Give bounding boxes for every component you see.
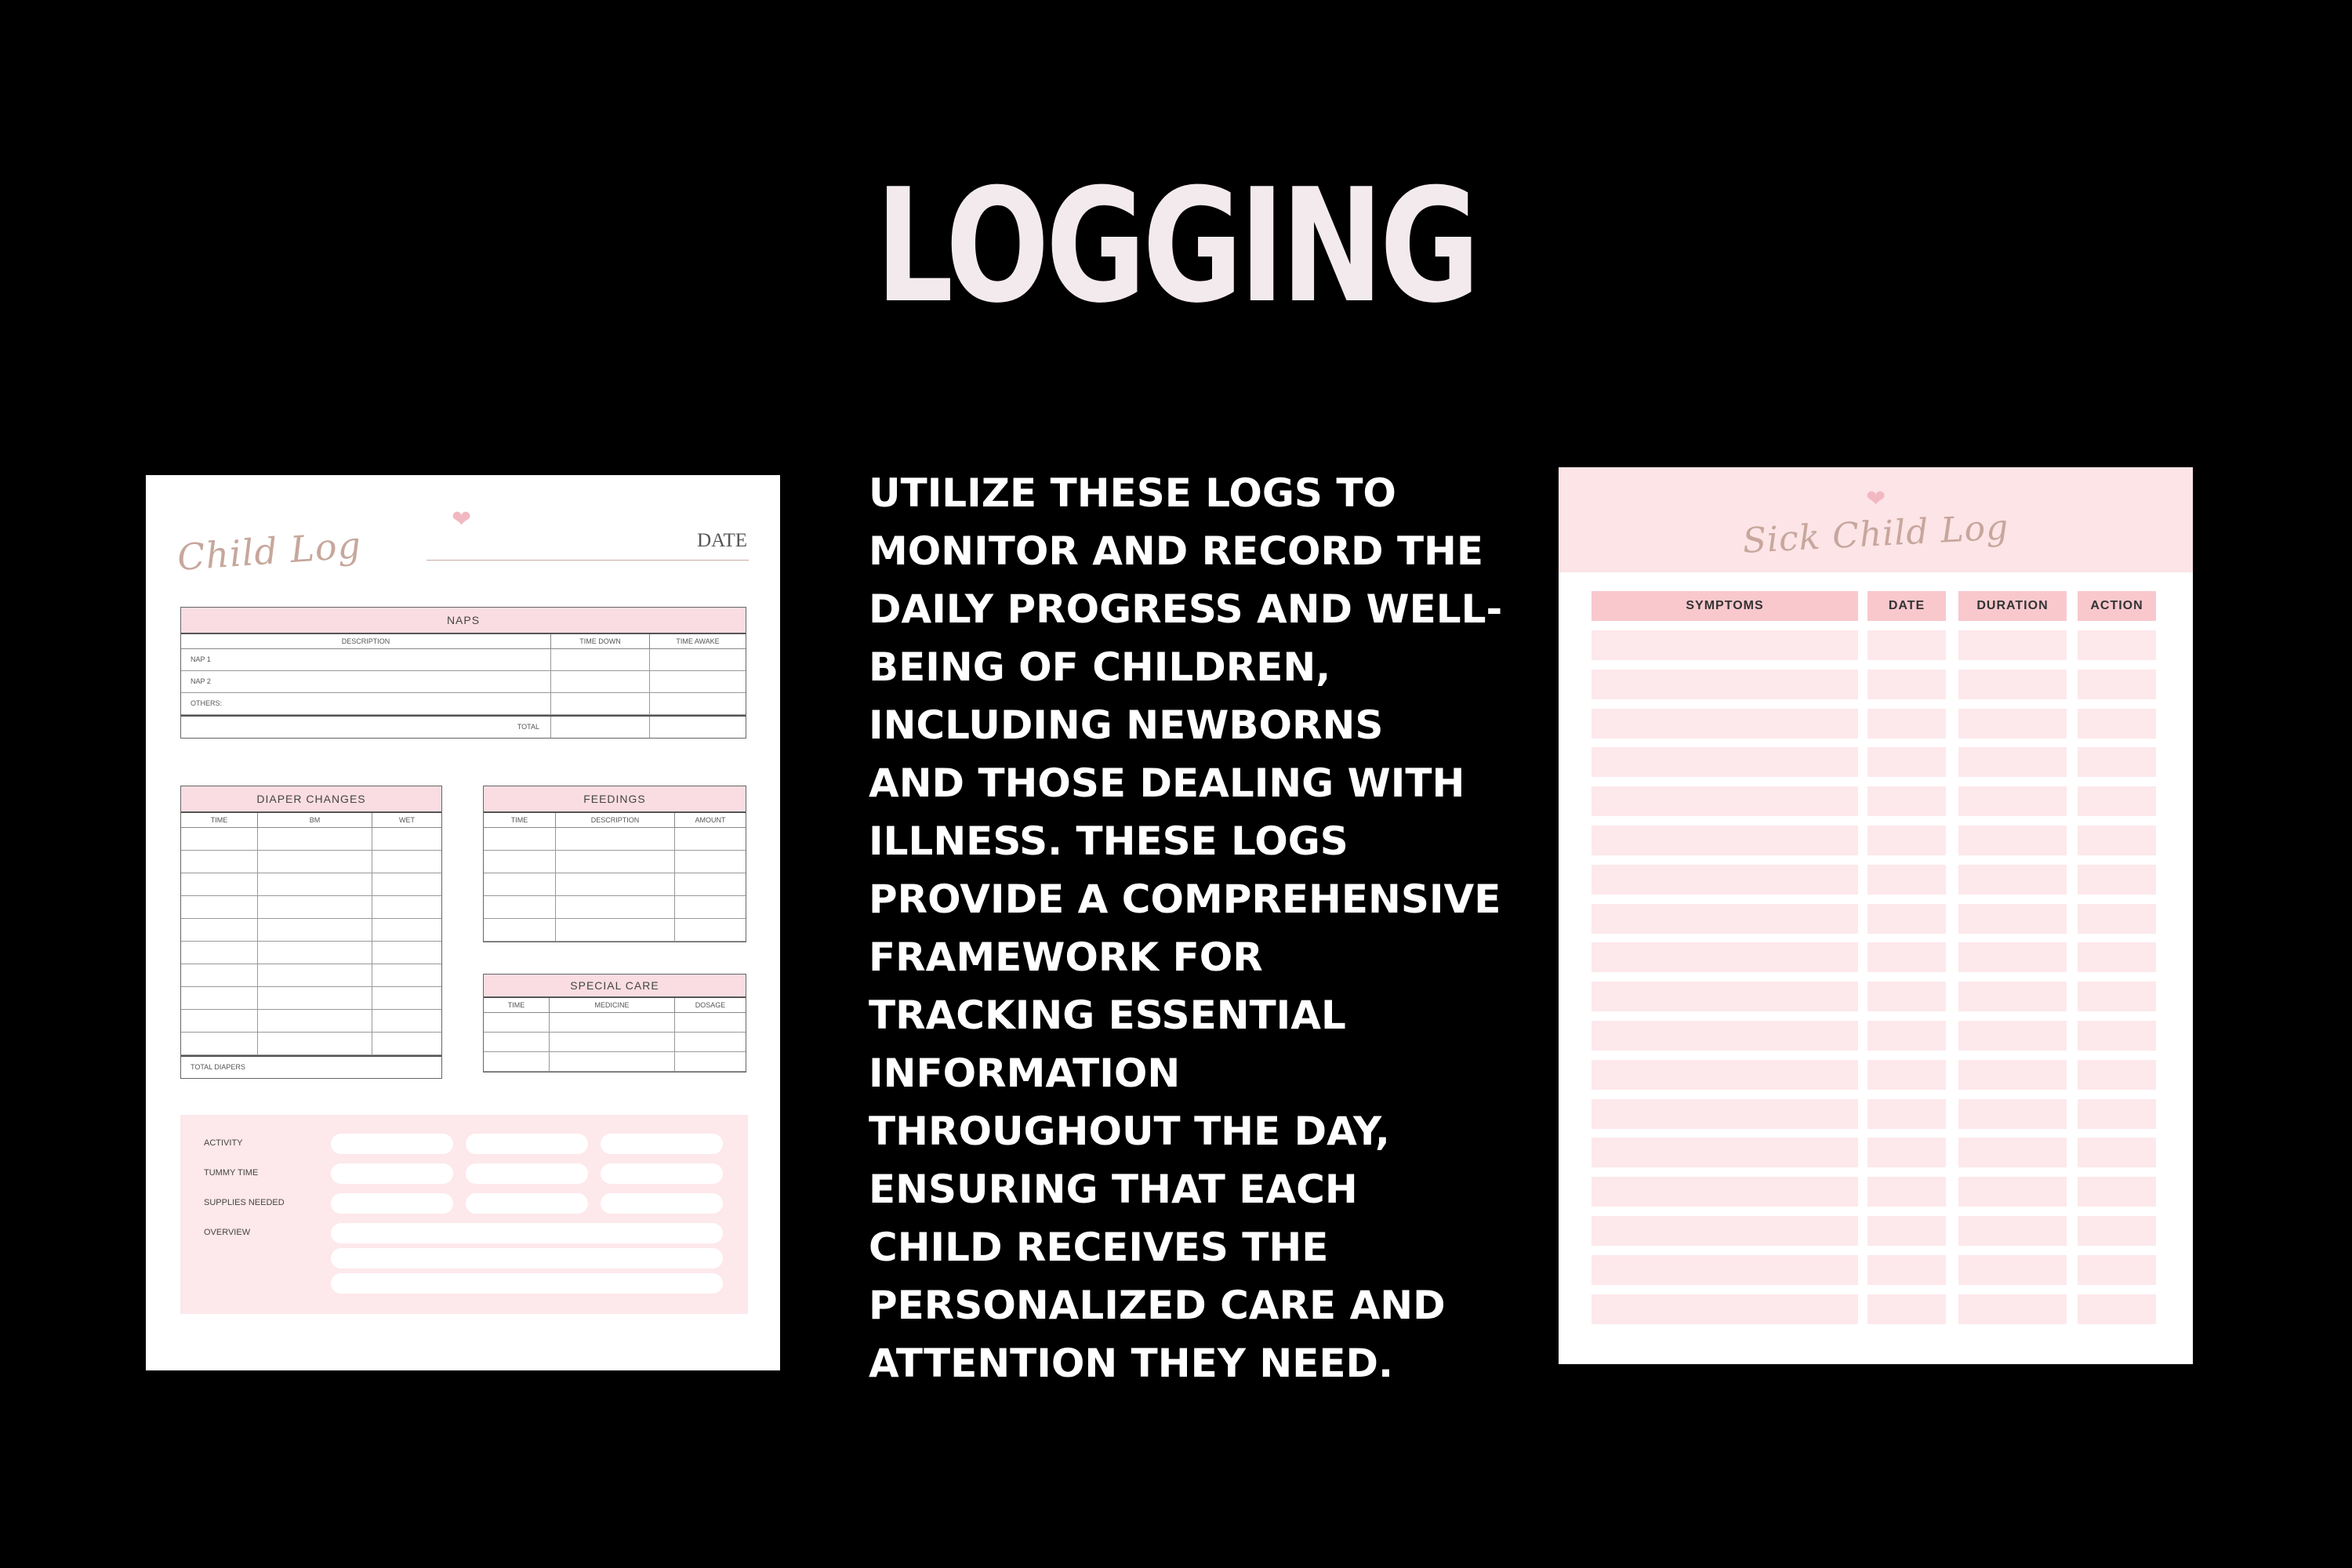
date-line xyxy=(426,560,749,561)
table-row xyxy=(484,1052,746,1072)
total-row xyxy=(181,715,746,738)
cell[interactable] xyxy=(181,873,258,895)
cell[interactable] xyxy=(550,1033,675,1051)
table-row xyxy=(181,851,441,873)
table-row xyxy=(181,896,441,919)
tummy-time-label: TUMMY TIME xyxy=(204,1168,259,1178)
supplies-needed-label: SUPPLIES NEEDED xyxy=(204,1198,285,1207)
log-cell[interactable] xyxy=(1867,865,1946,895)
cell[interactable] xyxy=(258,942,372,964)
log-cell[interactable] xyxy=(1592,865,1858,895)
cell[interactable] xyxy=(675,896,746,918)
log-cell[interactable] xyxy=(1867,1216,1946,1246)
log-cell[interactable] xyxy=(1867,942,1946,972)
log-cell[interactable] xyxy=(1867,826,1946,855)
column-header: DOSAGE xyxy=(695,1001,726,1009)
cell[interactable] xyxy=(556,919,675,941)
activity-box xyxy=(180,1115,748,1314)
table-row xyxy=(181,693,746,715)
log-cell[interactable] xyxy=(1958,1255,2067,1285)
description-line: TRACKING ESSENTIAL xyxy=(869,993,1346,1038)
diaper-changes-table xyxy=(180,786,442,1079)
column-header: DESCRIPTION xyxy=(556,813,675,827)
supplies-field[interactable] xyxy=(466,1193,588,1214)
cell[interactable] xyxy=(181,828,258,850)
cell[interactable] xyxy=(484,851,556,873)
overview-field[interactable] xyxy=(331,1248,723,1269)
log-cell[interactable] xyxy=(1867,1138,1946,1167)
log-cell[interactable] xyxy=(1592,982,1858,1011)
overview-label: OVERVIEW xyxy=(204,1228,251,1237)
description-line: DAILY PROGRESS AND WELL- xyxy=(869,586,1503,632)
duration-header: DURATION xyxy=(1958,591,2067,621)
table-row xyxy=(484,896,746,919)
log-cell[interactable] xyxy=(1592,826,1858,855)
log-cell[interactable] xyxy=(1958,942,2067,972)
log-cell[interactable] xyxy=(1867,1177,1946,1207)
log-cell[interactable] xyxy=(1592,1255,1858,1285)
overview-field[interactable] xyxy=(331,1223,723,1243)
column-header: TIME xyxy=(181,813,258,827)
log-cell[interactable] xyxy=(1867,982,1946,1011)
description-line: ENSURING THAT EACH xyxy=(869,1167,1358,1212)
log-cell[interactable] xyxy=(1592,942,1858,972)
activity-field[interactable] xyxy=(466,1134,588,1154)
cell[interactable] xyxy=(551,649,650,670)
special-care-rows xyxy=(484,1013,746,1072)
cell[interactable] xyxy=(372,873,441,895)
log-cell[interactable] xyxy=(1958,1177,2067,1207)
log-cell[interactable] xyxy=(1592,1294,1858,1324)
log-cell[interactable] xyxy=(1592,1021,1858,1051)
log-cell[interactable] xyxy=(2078,1177,2156,1207)
log-cell[interactable] xyxy=(2078,982,2156,1011)
log-cell[interactable] xyxy=(1592,1060,1858,1090)
date-header: DATE xyxy=(1867,591,1946,621)
cell[interactable] xyxy=(258,1033,372,1054)
table-row xyxy=(484,828,746,851)
cell[interactable] xyxy=(372,987,441,1009)
row-label: NAP 2 xyxy=(181,671,551,692)
cell[interactable] xyxy=(181,964,258,986)
log-cell[interactable] xyxy=(1867,786,1946,816)
log-cell[interactable] xyxy=(1867,747,1946,777)
cell[interactable] xyxy=(372,851,441,873)
cell[interactable] xyxy=(258,828,372,850)
cell[interactable] xyxy=(181,919,258,941)
log-cell[interactable] xyxy=(2078,786,2156,816)
page-title: LOGGING xyxy=(875,155,1477,338)
feedings-table xyxy=(483,786,746,942)
log-cell[interactable] xyxy=(1958,826,2067,855)
cell[interactable] xyxy=(556,896,675,918)
naps-column-headers xyxy=(181,634,746,649)
table-row xyxy=(181,671,746,693)
cell[interactable] xyxy=(675,1052,746,1071)
description-line: AND THOSE DEALING WITH xyxy=(869,760,1465,806)
cell[interactable] xyxy=(372,1033,441,1054)
tummy-time-field[interactable] xyxy=(601,1163,723,1184)
log-cell[interactable] xyxy=(2078,747,2156,777)
cell[interactable] xyxy=(484,1052,550,1071)
symptoms-header: SYMPTOMS xyxy=(1592,591,1858,621)
cell[interactable] xyxy=(551,717,650,738)
date-label: DATE xyxy=(697,530,747,551)
description-line: PERSONALIZED CARE AND xyxy=(869,1283,1446,1328)
cell[interactable] xyxy=(372,1010,441,1032)
log-cell[interactable] xyxy=(1867,709,1946,739)
cell[interactable] xyxy=(181,942,258,964)
table-row xyxy=(484,1013,746,1033)
cell[interactable] xyxy=(650,693,746,714)
cell[interactable] xyxy=(484,828,556,850)
total-label: TOTAL DIAPERS xyxy=(191,1063,245,1071)
table-row xyxy=(181,649,746,671)
cell[interactable] xyxy=(181,987,258,1009)
action-header: ACTION xyxy=(2078,591,2156,621)
log-cell[interactable] xyxy=(1867,630,1946,660)
description-line: ILLNESS. THESE LOGS xyxy=(869,818,1348,864)
column-header: TIME DOWN xyxy=(551,634,650,648)
cell[interactable] xyxy=(258,1010,372,1032)
table-row xyxy=(484,919,746,942)
cell[interactable] xyxy=(551,693,650,714)
log-cell[interactable] xyxy=(1958,865,2067,895)
log-cell[interactable] xyxy=(1592,904,1858,934)
special-care-column-headers xyxy=(484,998,746,1013)
naps-header: NAPS xyxy=(181,608,746,634)
table-row xyxy=(181,873,441,896)
description-line: BEING OF CHILDREN, xyxy=(869,644,1331,690)
description-line: MONITOR AND RECORD THE xyxy=(869,528,1484,574)
feedings-header: FEEDINGS xyxy=(484,786,746,813)
total-row xyxy=(181,1055,441,1078)
cell[interactable] xyxy=(181,896,258,918)
cell[interactable] xyxy=(551,671,650,692)
child-log-title: Child Log xyxy=(176,523,363,579)
cell[interactable] xyxy=(675,873,746,895)
log-cell[interactable] xyxy=(2078,1099,2156,1129)
row-label: NAP 1 xyxy=(181,649,551,670)
table-row xyxy=(181,828,441,851)
cell[interactable] xyxy=(675,1033,746,1051)
cell[interactable] xyxy=(675,851,746,873)
log-cell[interactable] xyxy=(2078,904,2156,934)
log-cell[interactable] xyxy=(1867,1021,1946,1051)
log-cell[interactable] xyxy=(1958,1294,2067,1324)
cell[interactable] xyxy=(258,964,372,986)
table-row xyxy=(484,873,746,896)
log-cell[interactable] xyxy=(1958,1216,2067,1246)
log-cell[interactable] xyxy=(2078,630,2156,660)
cell[interactable] xyxy=(484,919,556,941)
supplies-field[interactable] xyxy=(601,1193,723,1214)
special-care-table xyxy=(483,974,746,1073)
log-cell[interactable] xyxy=(1958,904,2067,934)
log-cell[interactable] xyxy=(2078,670,2156,699)
column-header: AMOUNT xyxy=(695,816,726,824)
log-cell[interactable] xyxy=(1592,709,1858,739)
log-cell[interactable] xyxy=(1867,1099,1946,1129)
feeding-rows xyxy=(484,828,746,942)
column-header: MEDICINE xyxy=(550,998,675,1012)
cell[interactable] xyxy=(675,828,746,850)
log-cell[interactable] xyxy=(2078,1294,2156,1324)
log-cell[interactable] xyxy=(1958,1060,2067,1090)
column-header: BM xyxy=(258,813,372,827)
overview-field[interactable] xyxy=(331,1273,723,1294)
cell[interactable] xyxy=(675,919,746,941)
log-cell[interactable] xyxy=(1958,1099,2067,1129)
log-cell[interactable] xyxy=(1592,1138,1858,1167)
cell[interactable] xyxy=(372,942,441,964)
log-cell[interactable] xyxy=(2078,942,2156,972)
cell[interactable] xyxy=(181,1033,258,1054)
cell[interactable] xyxy=(181,1010,258,1032)
log-cell[interactable] xyxy=(1958,630,2067,660)
activity-field[interactable] xyxy=(331,1134,453,1154)
log-cell[interactable] xyxy=(1867,904,1946,934)
sick-child-log-page xyxy=(1559,467,2193,1364)
cell[interactable] xyxy=(650,649,746,670)
column-header: TIME xyxy=(484,998,550,1012)
log-cell[interactable] xyxy=(1867,1060,1946,1090)
log-cell[interactable] xyxy=(1958,786,2067,816)
cell[interactable] xyxy=(258,896,372,918)
row-label: OTHERS: xyxy=(181,693,551,714)
cell[interactable] xyxy=(258,851,372,873)
cell[interactable] xyxy=(484,873,556,895)
log-cell[interactable] xyxy=(2078,1216,2156,1246)
activity-field[interactable] xyxy=(601,1134,723,1154)
log-cell[interactable] xyxy=(2078,709,2156,739)
column-header: WET xyxy=(399,816,415,824)
table-row xyxy=(484,851,746,873)
log-cell[interactable] xyxy=(2078,1255,2156,1285)
log-cell[interactable] xyxy=(1592,1099,1858,1129)
table-row xyxy=(181,942,441,964)
log-cell[interactable] xyxy=(1958,709,2067,739)
total-label: TOTAL xyxy=(181,717,551,738)
cell[interactable] xyxy=(372,896,441,918)
child-log-page xyxy=(146,475,780,1370)
table-row xyxy=(484,1033,746,1052)
log-cell[interactable] xyxy=(2078,1060,2156,1090)
cell[interactable] xyxy=(372,919,441,941)
activity-label: ACTIVITY xyxy=(204,1138,243,1148)
cell[interactable] xyxy=(556,851,675,873)
description-text xyxy=(869,464,1503,1392)
log-cell[interactable] xyxy=(1958,670,2067,699)
column-header: TIME AWAKE xyxy=(676,637,720,645)
description-line: UTILIZE THESE LOGS TO xyxy=(869,470,1396,516)
heart-icon: ❤ xyxy=(452,506,472,532)
log-cell[interactable] xyxy=(1958,1021,2067,1051)
log-cell[interactable] xyxy=(2078,865,2156,895)
log-cell[interactable] xyxy=(1958,747,2067,777)
cell[interactable] xyxy=(556,873,675,895)
cell[interactable] xyxy=(258,873,372,895)
naps-table xyxy=(180,607,746,739)
cell[interactable] xyxy=(650,717,746,738)
log-cell[interactable] xyxy=(1867,1294,1946,1324)
description-line: INCLUDING NEWBORNS xyxy=(869,702,1384,748)
supplies-field[interactable] xyxy=(331,1193,453,1214)
description-line: THROUGHOUT THE DAY, xyxy=(869,1109,1390,1154)
description-line: INFORMATION xyxy=(869,1051,1181,1096)
log-cell[interactable] xyxy=(1867,1255,1946,1285)
cell[interactable] xyxy=(556,828,675,850)
feedings-column-headers xyxy=(484,813,746,828)
cell[interactable] xyxy=(675,1013,746,1032)
cell[interactable] xyxy=(484,1013,550,1032)
cell[interactable] xyxy=(484,896,556,918)
description-line: ATTENTION THEY NEED. xyxy=(869,1341,1394,1386)
description-line: CHILD RECEIVES THE xyxy=(869,1225,1329,1270)
table-row xyxy=(181,1010,441,1033)
description-line: FRAMEWORK FOR xyxy=(869,935,1263,980)
tummy-time-field[interactable] xyxy=(331,1163,453,1184)
column-header: DESCRIPTION xyxy=(181,634,551,648)
log-cell[interactable] xyxy=(1958,1138,2067,1167)
log-cell[interactable] xyxy=(2078,1021,2156,1051)
cell[interactable] xyxy=(258,919,372,941)
log-cell[interactable] xyxy=(1958,982,2067,1011)
cell[interactable] xyxy=(550,1013,675,1032)
cell[interactable] xyxy=(550,1052,675,1071)
diaper-header: DIAPER CHANGES xyxy=(181,786,441,813)
log-cell[interactable] xyxy=(1592,1177,1858,1207)
log-cell[interactable] xyxy=(1592,1216,1858,1246)
log-cell[interactable] xyxy=(2078,826,2156,855)
sick-log-title: Sick Child Log xyxy=(1741,507,2010,561)
table-row xyxy=(181,987,441,1010)
column-header: TIME xyxy=(484,813,556,827)
cell[interactable] xyxy=(372,828,441,850)
log-cell[interactable] xyxy=(1592,670,1858,699)
diaper-column-headers xyxy=(181,813,441,828)
cell[interactable] xyxy=(181,851,258,873)
log-cell[interactable] xyxy=(1867,670,1946,699)
cell[interactable] xyxy=(484,1033,550,1051)
cell[interactable] xyxy=(372,964,441,986)
log-cell[interactable] xyxy=(2078,1138,2156,1167)
table-row xyxy=(181,1033,441,1055)
special-care-header: SPECIAL CARE xyxy=(484,975,746,998)
log-cell[interactable] xyxy=(1592,786,1858,816)
log-cell[interactable] xyxy=(1592,747,1858,777)
table-row xyxy=(181,919,441,942)
cell[interactable] xyxy=(650,671,746,692)
description-line: PROVIDE A COMPREHENSIVE xyxy=(869,877,1501,922)
tummy-time-field[interactable] xyxy=(466,1163,588,1184)
table-row xyxy=(181,964,441,987)
log-cell[interactable] xyxy=(1592,630,1858,660)
heart-icon: ❤ xyxy=(1866,486,1886,512)
cell[interactable] xyxy=(258,987,372,1009)
diaper-rows xyxy=(181,828,441,1055)
